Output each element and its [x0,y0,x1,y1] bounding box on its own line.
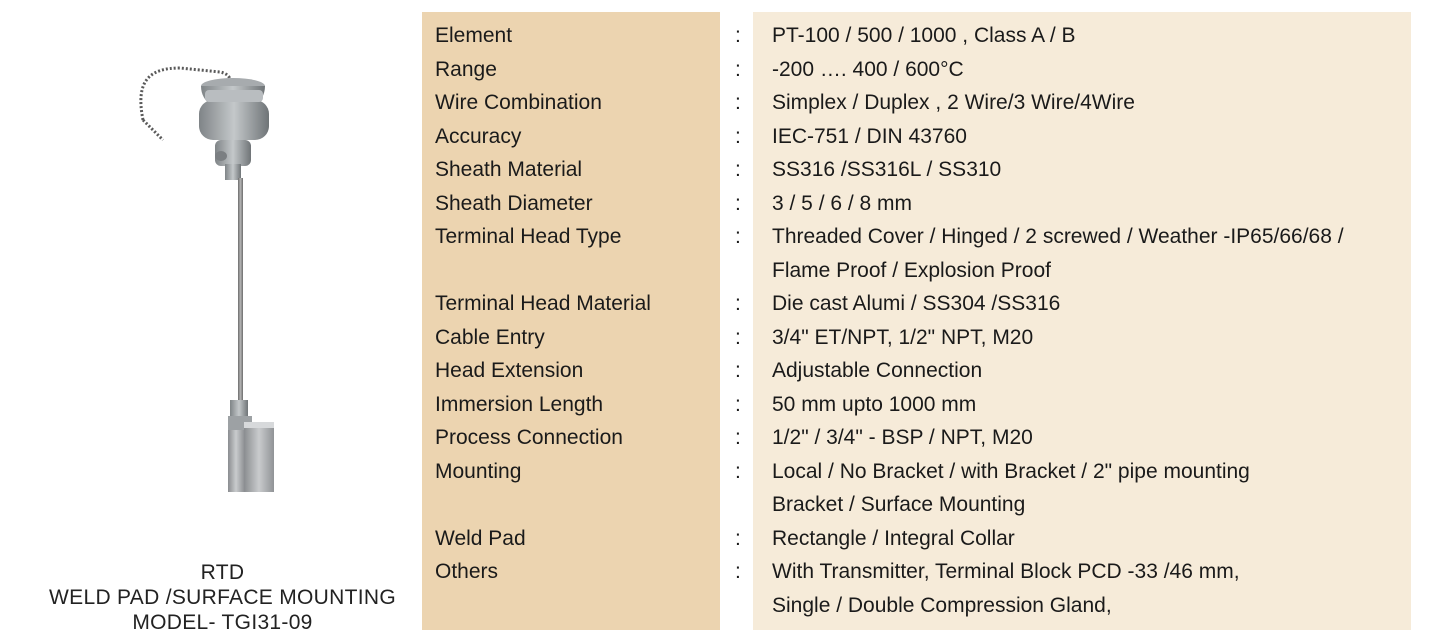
spec-separator: : [735,426,741,449]
spec-row [0,153,1439,187]
spec-table [0,19,1439,622]
spec-label: Cable Entry [435,325,545,349]
spec-value-line: SS316 /SS316L / SS310 [772,158,1002,181]
spec-separator: : [735,459,741,483]
spec-row [0,321,1439,355]
spec-value [772,287,1402,321]
spec-label: Element [435,24,513,47]
spec-value [772,120,1402,154]
spec-separator: : [735,24,741,47]
spec-label: Sheath Material [435,158,583,181]
spec-value-line: Single / Double Compression Gland, [772,593,1112,617]
spec-value-line: 1/2" / 3/4" - BSP / NPT, M20 [772,426,1033,449]
spec-label: Process Connection [435,426,623,449]
spec-value [772,19,1402,53]
spec-value [772,53,1402,87]
spec-value-line: With Transmitter, Terminal Block PCD -33 /46 mm, [772,560,1240,583]
spec-value-line: Local / No Bracket / with Bracket / 2" pipe mounting [772,459,1250,483]
spec-row [0,187,1439,221]
spec-label: Mounting [435,459,522,483]
spec-value-line: -200 …. 400 / 600°C [772,57,964,81]
spec-label: Range [435,57,497,81]
spec-value [772,388,1402,422]
spec-row [0,354,1439,388]
spec-label: Terminal Head Material [435,292,651,315]
caption-mounting: WELD PAD /SURFACE MOUNTING [49,586,396,609]
spec-value-line: 3 / 5 / 6 / 8 mm [772,191,913,215]
spec-value [772,86,1402,120]
spec-label: Sheath Diameter [435,191,593,215]
spec-value-line: Rectangle / Integral Collar [772,526,1015,550]
spec-separator: : [735,191,741,215]
spec-label: Immersion Length [435,392,604,416]
spec-row [0,555,1439,622]
spec-value-line: Bracket / Surface Mounting [772,493,1026,516]
spec-value-line: Threaded Cover / Hinged / 2 screwed / Weather -IP65/66/68 / [772,225,1344,248]
spec-value-line: 50 mm upto 1000 mm [772,392,977,416]
spec-row [0,455,1439,522]
spec-row [0,19,1439,53]
spec-separator: : [735,392,741,416]
spec-value-line: Die cast Alumi / SS304 /SS316 [772,292,1061,315]
spec-separator: : [735,526,741,550]
spec-label: Terminal Head Type [435,225,622,248]
spec-row [0,287,1439,321]
spec-row [0,388,1439,422]
spec-separator: : [735,57,741,81]
spec-label: Others [435,560,499,583]
spec-label: Weld Pad [435,526,526,550]
spec-row [0,120,1439,154]
spec-value-line: 3/4" ET/NPT, 1/2" NPT, M20 [772,325,1034,349]
spec-separator: : [735,292,741,315]
spec-row [0,522,1439,556]
spec-value [772,354,1402,388]
spec-separator: : [735,560,741,583]
spec-value-line: PT-100 / 500 / 1000 , Class A / B [772,24,1076,47]
spec-separator: : [735,325,741,349]
spec-value [772,522,1402,556]
spec-value [772,220,1402,287]
spec-label: Accuracy [435,124,522,148]
spec-separator: : [735,91,741,114]
spec-row [0,86,1439,120]
spec-separator: : [735,359,741,382]
spec-row [0,421,1439,455]
spec-value [772,187,1402,221]
spec-separator: : [735,225,741,248]
spec-value-line: Simplex / Duplex , 2 Wire/3 Wire/4Wire [772,91,1135,114]
spec-value-line: IEC-751 / DIN 43760 [772,124,967,148]
spec-separator: : [735,158,741,181]
caption-model: MODEL- TGI31-09 [132,611,313,634]
spec-value [772,555,1402,622]
spec-value-line: Flame Proof / Explosion Proof [772,258,1051,282]
spec-row [0,53,1439,87]
spec-value [772,455,1402,522]
caption-product-type: RTD [200,561,245,584]
spec-value [772,321,1402,355]
spec-label: Wire Combination [435,91,602,114]
spec-value-line: Adjustable Connection [772,359,983,382]
spec-row [0,220,1439,287]
spec-label: Head Extension [435,359,584,382]
spec-separator: : [735,124,741,148]
spec-value [772,153,1402,187]
spec-value [772,421,1402,455]
